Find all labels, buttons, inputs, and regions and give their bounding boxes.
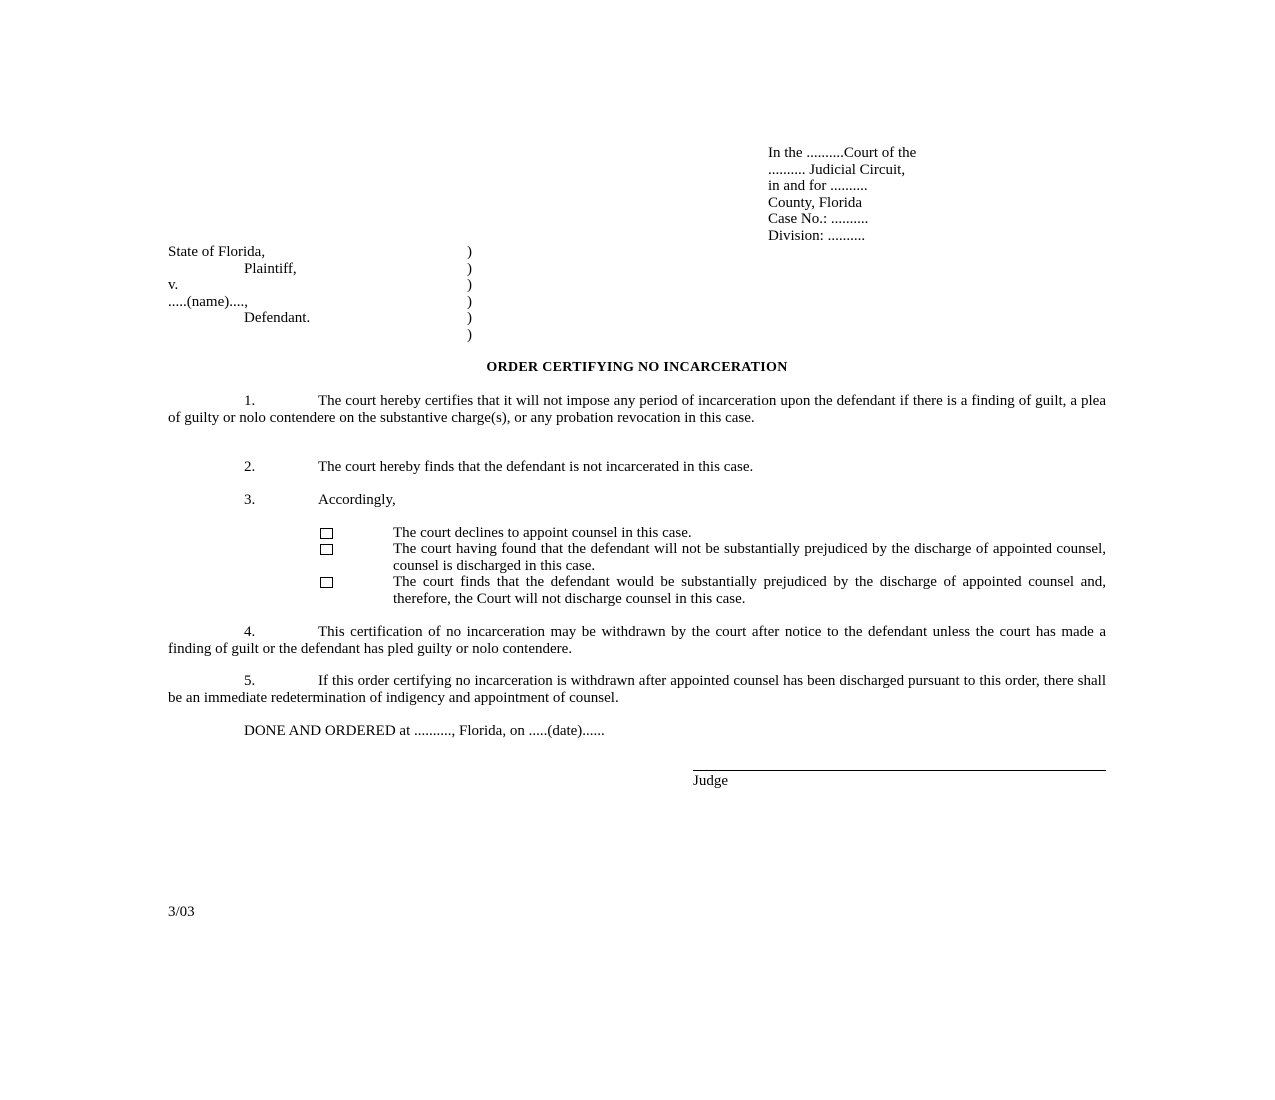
plaintiff-name: State of Florida, (168, 244, 266, 260)
paragraph-number: 5. (244, 673, 256, 689)
caption-paren: ) (467, 244, 472, 260)
paragraph-text: The court hereby certifies that it will not impose any period of incarceration upon the defendant if there is a finding of guilt, a plea of guilty or nolo contendere on the substantive charge(s), or any probation revocation in this case. (168, 393, 1106, 426)
caption-paren: ) (467, 310, 472, 327)
caption-paren: ) (467, 293, 472, 310)
paragraph-1 (168, 393, 1106, 426)
option-text: The court declines to appoint counsel in this case. (393, 525, 692, 541)
judge-label: Judge (693, 773, 728, 789)
checkbox[interactable] (320, 544, 333, 555)
division-line: Division: .......... (768, 227, 866, 244)
versus-label: v. (168, 277, 179, 294)
paragraph-3 (168, 492, 1106, 509)
paragraph-text: Accordingly, (318, 492, 396, 508)
plaintiff-label: Plaintiff, (244, 260, 297, 277)
county-line: in and for .......... (768, 178, 868, 195)
paragraph-4 (168, 624, 1106, 657)
defendant-name: .....(name)...., (168, 293, 248, 310)
paragraph-number: 3. (244, 492, 256, 508)
defendant-label: Defendant. (244, 310, 311, 327)
paragraph-number: 1. (244, 393, 256, 409)
caption-paren: ) (467, 326, 472, 343)
circuit-line: .......... Judicial Circuit, (768, 161, 906, 178)
form-revision-code: 3/03 (168, 904, 195, 920)
paragraph-5 (168, 673, 1106, 706)
court-line: In the ..........Court of the (768, 145, 917, 161)
paragraph-text: If this order certifying no incarceration is withdrawn after appointed counsel has been discharged pursuant to this order, there shall be an immediate redetermination of indigency and appointment of counsel. (168, 673, 1106, 706)
caption-parentheses (467, 244, 472, 344)
paragraph-text: This certification of no incarceration may be withdrawn by the court after notice to the defendant unless the court has made a finding of guilt or the defendant has pled guilty or nolo contendere. (168, 624, 1106, 657)
case-caption (168, 244, 310, 327)
paragraph-number: 2. (244, 459, 256, 475)
option-retain-counsel (320, 574, 1106, 607)
option-text: The court finds that the defendant would be substantially prejudiced by the discharge of appointed counsel and, therefore, the Court will not discharge counsel in this case. (393, 574, 1106, 607)
case-number-line: Case No.: .......... (768, 211, 869, 228)
checkbox[interactable] (320, 577, 333, 588)
done-and-ordered-line: DONE AND ORDERED at .........., Florida, on .....(date)...... (244, 723, 605, 739)
state-line: County, Florida (768, 194, 863, 211)
court-identification-block (768, 145, 916, 245)
paragraph-2 (168, 459, 1106, 476)
paragraph-text: The court hereby finds that the defendant is not incarcerated in this case. (318, 459, 754, 475)
option-decline-counsel (320, 525, 1106, 542)
signature-line (693, 770, 1106, 771)
option-discharge-counsel (320, 541, 1106, 574)
option-text: The court having found that the defendant will not be substantially prejudiced by the discharge of appointed counsel, counsel is discharged in this case. (393, 541, 1106, 574)
paragraph-number: 4. (244, 624, 256, 640)
checkbox[interactable] (320, 528, 333, 539)
caption-paren: ) (467, 277, 472, 294)
document-title: ORDER CERTIFYING NO INCARCERATION (486, 360, 788, 375)
caption-paren: ) (467, 260, 472, 277)
